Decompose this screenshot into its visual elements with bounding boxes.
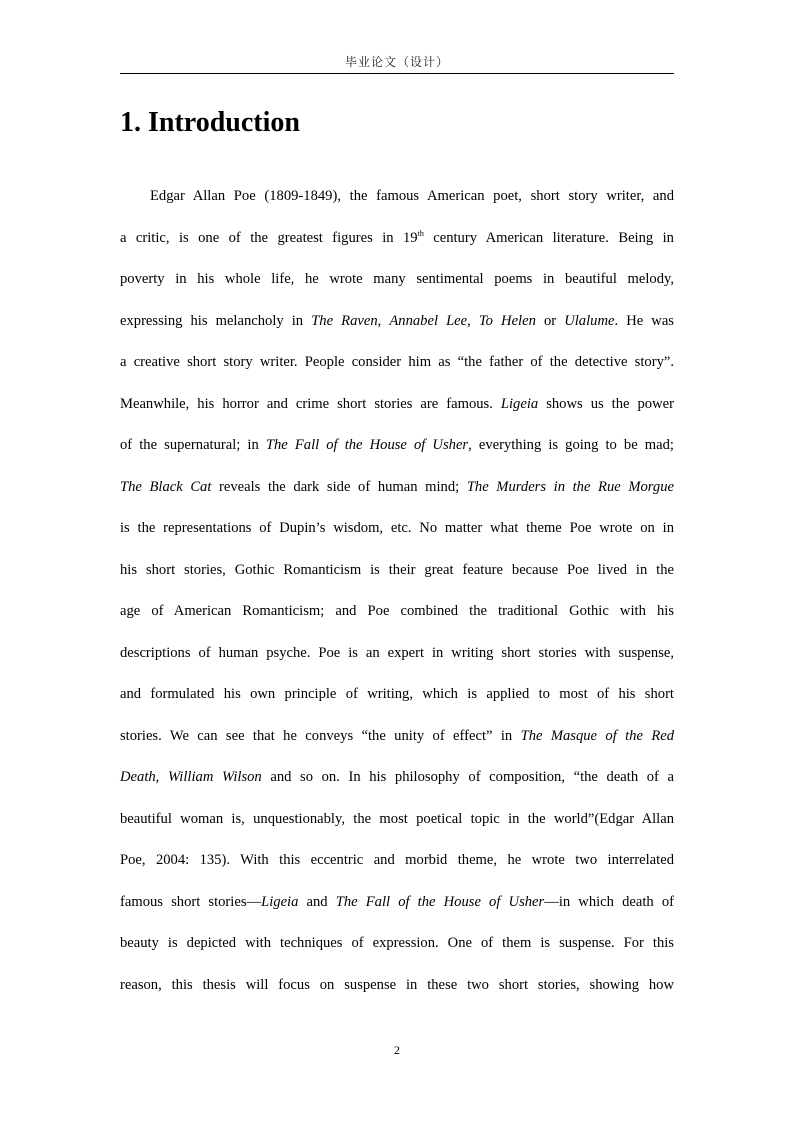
- italic-title: Annabel Lee: [389, 312, 468, 329]
- text-run: ,: [377, 312, 390, 329]
- header-divider: [120, 73, 674, 74]
- text-run: reason, this thesis will focus on suspense in these two short stories, showing how: [120, 976, 674, 993]
- text-run: poverty in his whole life, he wrote many sentimental poems in beautiful melody,: [120, 271, 674, 287]
- text-line: [120, 508, 674, 550]
- italic-title: The Fall of the House of Usher: [335, 893, 545, 910]
- page-number: 2: [394, 1043, 400, 1057]
- text-line: [120, 342, 674, 384]
- text-line: [120, 259, 674, 301]
- text-run: or: [535, 312, 565, 329]
- text-line: [120, 550, 674, 592]
- body-paragraph: [120, 176, 674, 1006]
- text-line: [120, 799, 674, 841]
- text-run: expressing his melancholy in: [120, 312, 312, 329]
- text-run: descriptions of human psyche. Poe is an expert in writing short stories with suspense,: [120, 644, 674, 661]
- text-run: reveals the dark side of human mind;: [211, 478, 467, 495]
- text-line: [120, 176, 674, 218]
- running-header: 毕业论文（设计）: [344, 55, 449, 69]
- text-run: . He was: [614, 312, 674, 329]
- text-run: Poe, 2004: 135). With this eccentric and morbid theme, he wrote two interrelated: [120, 852, 674, 868]
- text-line: [120, 674, 674, 716]
- text-line: [120, 384, 674, 426]
- text-line: [120, 301, 674, 343]
- text-run: and: [298, 893, 336, 910]
- text-run: beauty is depicted with techniques of expression. One of them is suspense. For this: [120, 935, 674, 951]
- section-heading: 1. Introduction: [120, 107, 300, 138]
- text-run: , everything is going to be mad;: [468, 437, 674, 453]
- italic-title: Ligeia: [261, 893, 299, 910]
- text-run: is the representations of Dupin’s wisdom, etc. No matter what theme Poe wrote on in: [120, 520, 674, 536]
- text-run: and so on. In his philosophy of composition, “the death of a: [261, 769, 675, 785]
- italic-title: Ligeia: [500, 395, 539, 412]
- text-line: [120, 467, 674, 509]
- text-line: [120, 840, 674, 882]
- text-run: a critic, is one of the greatest figures in 19: [120, 229, 418, 246]
- text-line: [120, 965, 674, 1007]
- italic-title: The Masque of the Red: [520, 727, 675, 744]
- superscript: th: [417, 228, 424, 238]
- italic-title: The Murders in the Rue Morgue: [466, 478, 674, 495]
- italic-title: To Helen: [478, 312, 536, 329]
- text-line: [120, 923, 674, 965]
- italic-title: William Wilson: [167, 769, 262, 785]
- text-run: age of American Romanticism; and Poe combined the traditional Gothic with his: [120, 603, 674, 619]
- text-line: [120, 757, 674, 799]
- text-run: beautiful woman is, unquestionably, the most poetical topic in the world”(Edgar Allan: [120, 810, 674, 827]
- text-line: [120, 425, 674, 467]
- text-run: century American literature. Being in: [423, 229, 674, 246]
- text-run: —in which death of: [544, 893, 674, 910]
- italic-title: Death: [120, 769, 156, 785]
- text-run: Meanwhile, his horror and crime short stories are famous.: [120, 395, 501, 412]
- italic-title: The Raven: [311, 312, 378, 329]
- text-run: ,: [155, 769, 168, 785]
- italic-title: The Fall of the House of Usher: [265, 437, 469, 453]
- text-line: [120, 882, 674, 924]
- text-run: and formulated his own principle of writing, which is applied to most of his short: [120, 686, 674, 702]
- text-run: ,: [467, 312, 479, 329]
- text-run: a creative short story writer. People consider him as “the father of the detective story”.: [120, 354, 674, 370]
- text-line: [120, 218, 674, 260]
- text-run: of the supernatural; in: [120, 437, 266, 453]
- italic-title: The Black Cat: [120, 478, 212, 495]
- text-run: stories. We can see that he conveys “the unity of effect” in: [120, 727, 521, 744]
- text-line: [120, 633, 674, 675]
- text-run: Edgar Allan Poe (1809-1849), the famous American poet, short story writer, and: [150, 188, 674, 204]
- italic-title: Ulalume: [564, 312, 615, 329]
- text-run: his short stories, Gothic Romanticism is their great feature because Poe lived in the: [120, 561, 674, 578]
- text-run: shows us the power: [538, 395, 674, 412]
- text-line: [120, 716, 674, 758]
- text-line: [120, 591, 674, 633]
- text-run: famous short stories—: [120, 893, 262, 910]
